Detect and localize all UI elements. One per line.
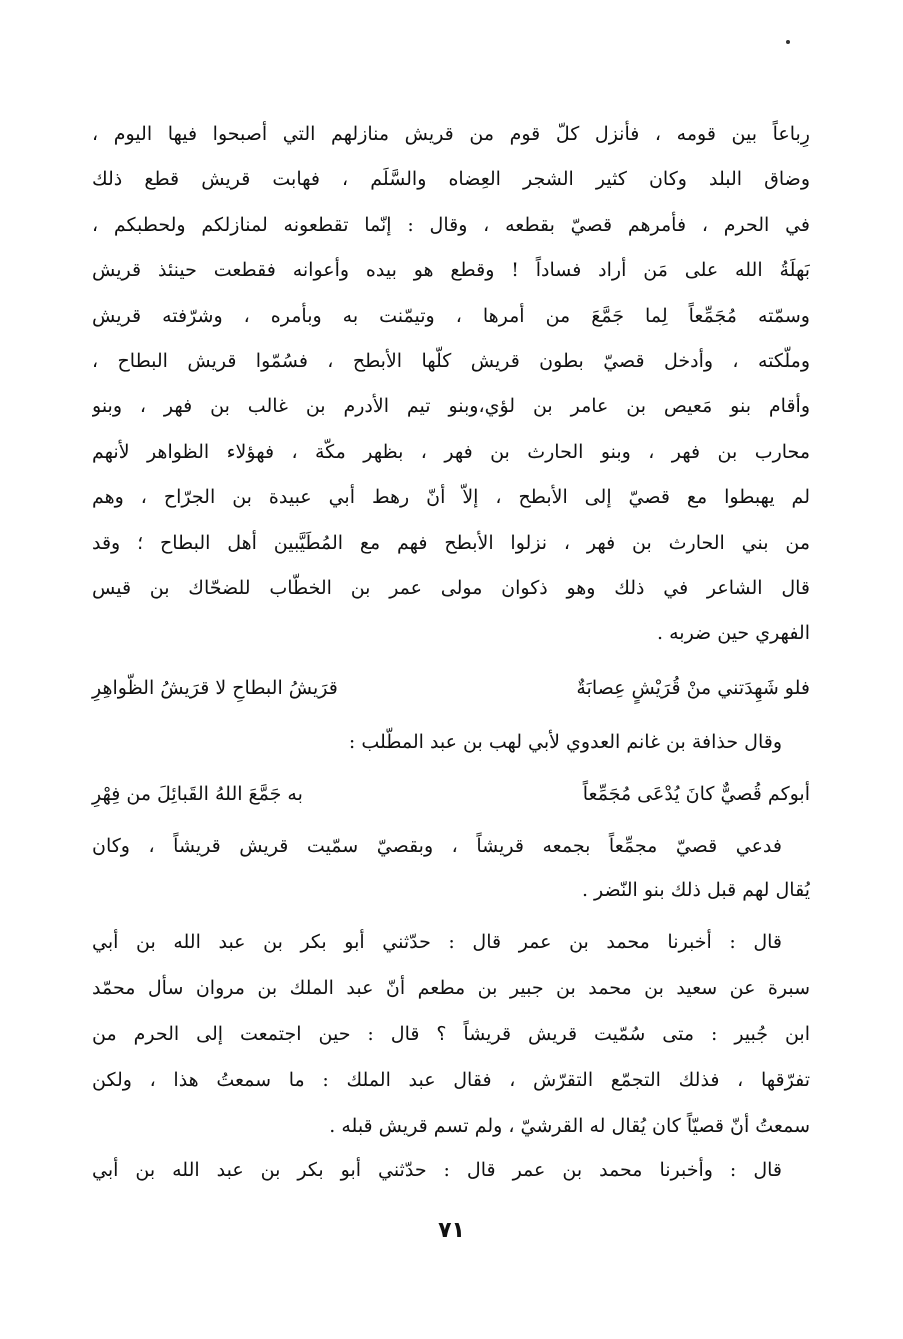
text-line: قال الشاعر في ذلك وهو ذكوان مولى عمر بن الخطّاب للضحّاك بن قيس <box>92 576 810 599</box>
paragraph-1 <box>92 112 810 657</box>
verse-2-first-hemistich: أبوكم قُصيٌّ كانَ يُدْعَى مُجَمِّعاً <box>582 783 810 805</box>
speck-mark <box>786 40 790 44</box>
page-number: ٧١ <box>438 1218 465 1243</box>
text-line: في الحرم ، فأمرهم قصيّ بقطعه ، وقال : إنّما تقطعونه لمنازلكم ولحطبكم ، <box>92 213 810 236</box>
text-line: وأقام بنو مَعيص بن عامر بن لؤي،وبنو تيم الأدرم بن غالب بن فهر ، وبنو <box>92 395 810 418</box>
text-line: فدعي قصيّ مجمِّعاً بجمعه قريشاً ، وبقصيّ سمّيت قريش قريشاً ، وكان <box>92 835 782 857</box>
verse-2-second-hemistich: به جَمَّعَ اللهُ القَبائِلَ من فِهْرِ <box>92 783 303 805</box>
verse-2 <box>92 774 810 814</box>
text-line: سمعتُ أنّ قصيّاً كان يُقال له القرشيّ ، ولم تسم قريش قبله . <box>329 1115 810 1137</box>
text-line: سبرة عن سعيد بن محمد بن جبير بن مطعم أنّ عبد الملك بن مروان سأل محمّد <box>92 977 810 999</box>
text-line: الفهري حين ضربه . <box>657 622 810 645</box>
text-line: رِباعاً بين قومه ، فأنزل كلّ قوم من قريش منازلهم التي أصبحوا فيها اليوم ، <box>92 123 810 145</box>
text-line: يُقال لهم قبل ذلك بنو النّضر . <box>581 879 810 901</box>
text-line: من بني الحارث بن فهر ، نزلوا الأبطح فهم مع المُطَيَّبين أهل البطاح ؛ وقد <box>92 531 810 554</box>
text-line: قال : وأخبرنا محمد بن عمر قال : حدّثني أبو بكر بن عبد الله بن أبي <box>92 1159 782 1181</box>
text-line: لم يهبطوا مع قصيّ إلى الأبطح ، إلاّ أنّ رهط أبي عبيدة بن الجرّاح ، وهم <box>92 486 810 509</box>
text-line: وسمّته مُجَمِّعاً لِما جَمَّعَ من أمرها ، وتيمّنت به وبأمره ، وشرّفته قريش <box>92 304 810 327</box>
text-line: ابن جُبير : متى سُمّيت قريش قريشاً ؟ قال : حين اجتمعت إلى الحرم من <box>92 1023 810 1045</box>
text-line: وضاق البلد وكان كثير الشجر العِضاه والسَّلَم ، فهابت قريش قطع ذلك <box>92 168 810 191</box>
text-line: بَهلَةُ الله على مَن أراد فساداً ! وقطع هو بيده وأعوانه فقطعت حينئذ قريش <box>92 259 810 282</box>
text-line: وملّكته ، وأدخل قصيّ بطون قريش كلّها الأبطح ، فسُمّوا قريش البطاح ، <box>92 349 810 372</box>
text-line: محارب بن فهر ، وبنو الحارث بن فهر ، بظهر مكّة ، فهؤلاء الظواهر لأنهم <box>92 440 810 463</box>
verse-1-second-hemistich: قرَيشُ البطاحِ لا قرَيشُ الظّواهِرِ <box>92 677 338 699</box>
verse-1 <box>92 668 810 708</box>
verse-intro-line: وقال حذافة بن غانم العدوي لأبي لهب بن عبد المطّلب : <box>348 731 782 753</box>
text-line: تفرّقها ، فذلك التجمّع التقرّش ، فقال عبد الملك : ما سمعتُ هذا ، ولكن <box>92 1069 810 1091</box>
verse-1-first-hemistich: فلو شَهِدَتني منْ قُرَيْشٍ عِصابَةٌ <box>576 677 810 699</box>
text-line: قال : أخبرنا محمد بن عمر قال : حدّثني أبو بكر بن عبد الله بن أبي <box>92 931 782 953</box>
